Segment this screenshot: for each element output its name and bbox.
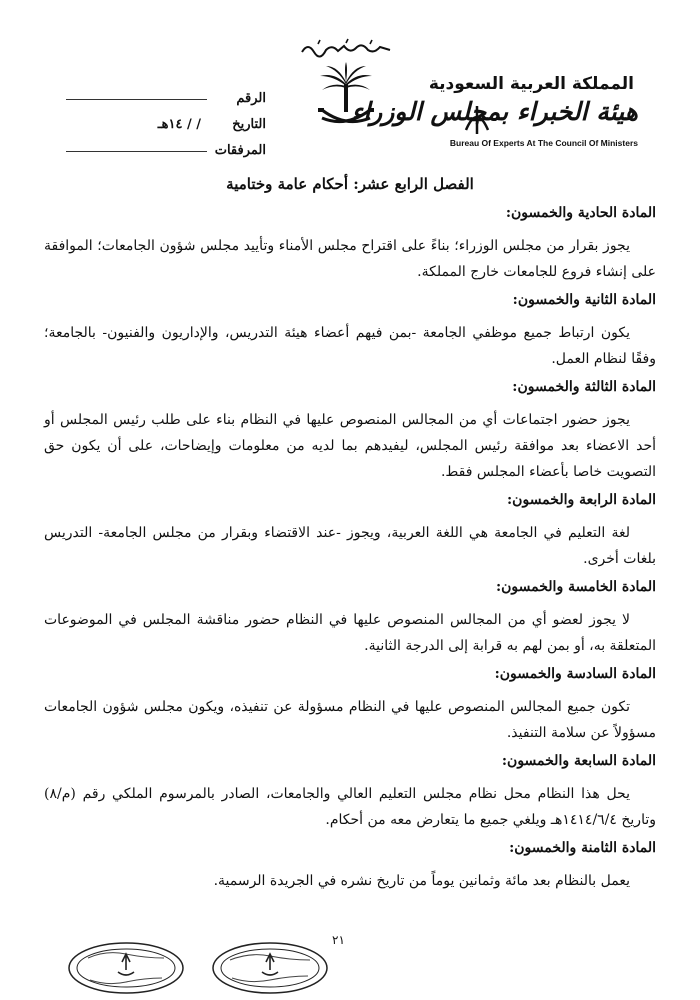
date-label: التاريخ [232,117,266,132]
article-58-title: المادة الثامنة والخمسون: [509,840,656,856]
article-51-title: المادة الحادية والخمسون: [505,205,656,221]
document-body [44,172,656,898]
date-value: / / ١٤هـ [157,117,201,132]
official-stamp-left [210,940,330,996]
article-57-text: يحل هذا النظام محل نظام مجلس التعليم العالي والجامعات، الصادر بالمرسوم الملكي رقم (م/٨) وتاريخ ١٤١٤/٦/٤هـ ويلغي جميع ما يتعارض معه من أحكام. [44,786,656,828]
article-58-text: يعمل بالنظام بعد مائة وثمانين يوماً من تاريخ نشره في الجريدة الرسمية. [213,873,630,889]
kingdom-name: المملكة العربية السعودية [428,74,634,94]
official-stamp-right [66,940,186,996]
basmala-calligraphy [298,38,394,58]
number-label: الرقم [236,91,266,106]
article-52-text: يكون ارتباط جميع موظفي الجامعة -بمن فيهم أعضاء هيئة التدريس، والإداريون والفنيون- بالجامعة؛ وفقًا لنظام العمل. [44,325,656,367]
article-54-title: المادة الرابعة والخمسون: [507,492,656,508]
article-53-text: يجوز حضور اجتماعات أي من المجالس المنصوص عليها في النظام بناء على طلب رئيس المجلس أو أحد الاعضاء بعد موافقة رئيس المجلس، ليفيدهم بما لديه من معلومات وإيضاحات، على أن يكون حق التصويت خاصا بأعضاء المجلس فقط. [44,412,656,480]
reference-fields [66,80,266,158]
article-55-text: لا يجوز لعضو أي من المجالس المنصوص عليها في النظام حضور مناقشة المجلس في الموضوعات المتعلقة به، أو بمن لهم به قرابة إلى الدرجة الثانية. [44,612,656,654]
article-54-text: لغة التعليم في الجامعة هي اللغة العربية، ويجوز -عند الاقتضاء وبقرار من مجلس الجامعة- التدريس بلغات أخرى. [44,525,656,567]
article-52-title: المادة الثانية والخمسون: [512,292,656,308]
date-field [66,106,266,132]
letterhead [0,0,700,165]
chapter-title: الفصل الرابع عشر: أحكام عامة وختامية [226,175,474,193]
article-56-title: المادة السادسة والخمسون: [494,666,656,682]
bureau-name-arabic: هيئة الخبراء بمجلس الوزراء [351,97,638,126]
attachments-label: المرفقات [214,143,266,158]
attachments-field [66,132,266,158]
bureau-name-english: Bureau Of Experts At The Council Of Ministers [449,138,638,148]
article-56-text: تكون جميع المجالس المنصوص عليها في النظام مسؤولة عن تنفيذه، ويكون مجلس شؤون الجامعات مسؤولاً عن سلامة التنفيذ. [44,699,656,741]
number-line [66,98,207,100]
number-field [66,80,266,106]
attachments-line [66,150,207,152]
article-57-title: المادة السابعة والخمسون: [501,753,656,769]
article-55-title: المادة الخامسة والخمسون: [495,579,656,595]
article-51-text: يجوز بقرار من مجلس الوزراء؛ بناءً على اقتراح مجلس الأمناء وتأييد مجلس شؤون الجامعات؛ الموافقة على إنشاء فروع للجامعات خارج المملكة. [44,238,656,280]
article-53-title: المادة الثالثة والخمسون: [512,379,656,395]
page-number: ٢١ [332,933,345,947]
